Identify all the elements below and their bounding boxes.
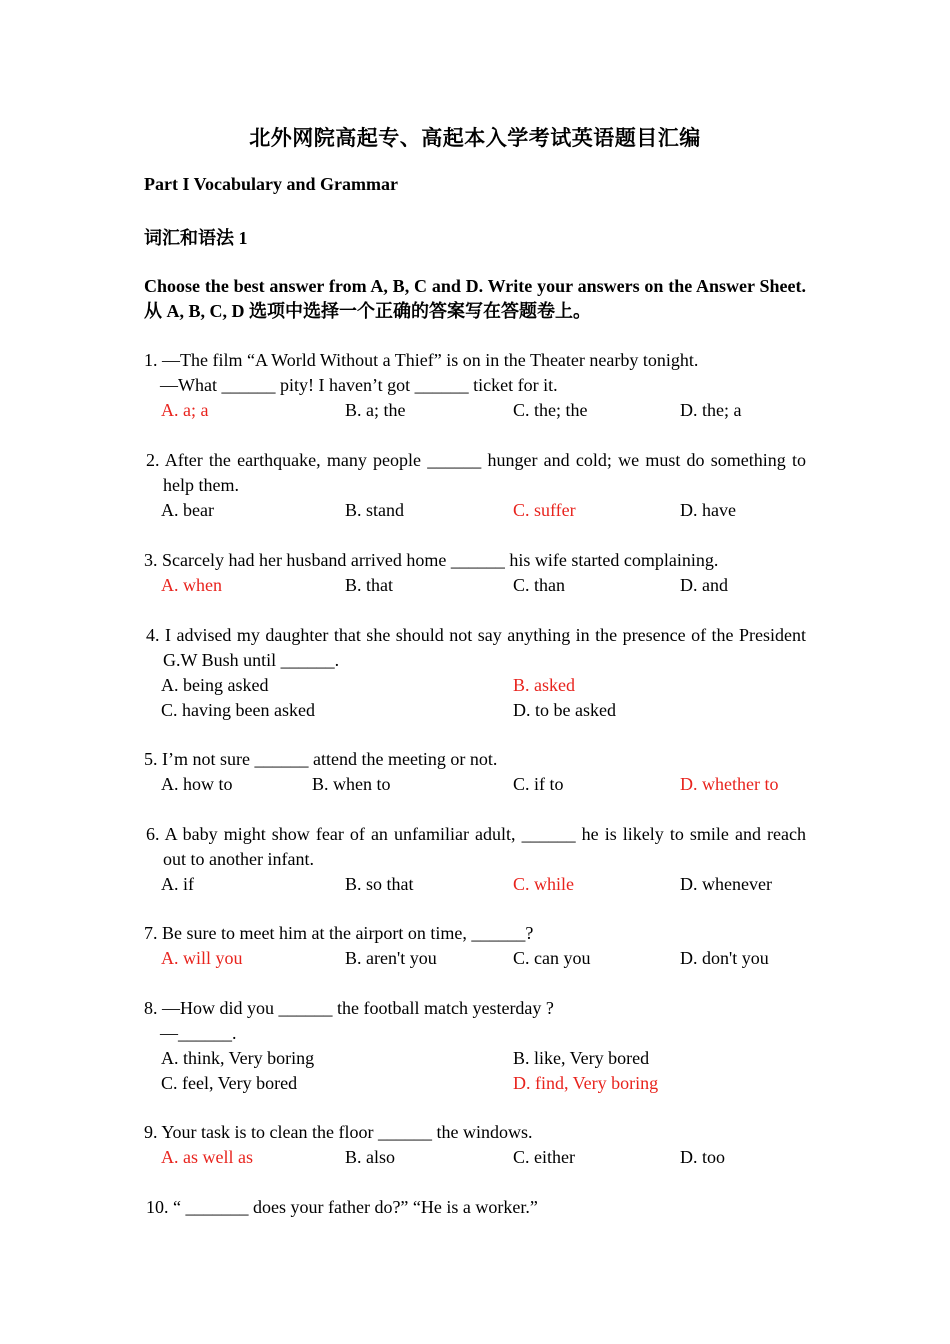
option-b: B. so that — [345, 874, 414, 894]
question-stem: 8. —How did you ______ the football match yesterday ? — [144, 998, 554, 1018]
question-stem: 1. —The film “A World Without a Thief” is on in the Theater nearby tonight. — [144, 350, 699, 370]
option-d: D. the; a — [680, 400, 742, 420]
option-b: B. when to — [312, 774, 391, 794]
instructions: Choose the best answer from A, B, C and D. Write your answers on the Answer Sheet. 从 A, B, C, D 选项中选择一个正确的答案写在答题卷上。 — [144, 276, 806, 321]
options-row — [144, 573, 806, 598]
options-row — [144, 398, 806, 423]
question-3 — [144, 548, 806, 598]
option-c: C. the; the — [513, 400, 588, 420]
question-10 — [146, 1195, 808, 1220]
question-4 — [144, 623, 806, 723]
option-a: A. a; a — [161, 400, 209, 420]
options-row — [144, 698, 806, 723]
option-d: D. to be asked — [513, 700, 616, 720]
option-d: D. and — [680, 575, 728, 595]
options-row — [144, 1145, 806, 1170]
option-c: C. suffer — [513, 500, 576, 520]
question-9 — [144, 1120, 806, 1170]
option-a: A. when — [161, 575, 222, 595]
option-a: A. think, Very boring — [161, 1048, 315, 1068]
option-b: B. like, Very bored — [513, 1048, 650, 1068]
option-a: A. if — [161, 874, 194, 894]
question-stem: 10. “ _______ does your father do?” “He is a worker.” — [146, 1197, 538, 1217]
question-stem: 7. Be sure to meet him at the airport on time, ______? — [144, 923, 534, 943]
question-1 — [144, 348, 806, 423]
question-line2: —What ______ pity! I haven’t got ______ ticket for it. — [160, 375, 558, 395]
question-8 — [144, 996, 806, 1096]
option-c: C. either — [513, 1147, 575, 1167]
option-c: C. than — [513, 575, 565, 595]
option-b: B. that — [345, 575, 393, 595]
page-title: 北外网院高起专、高起本入学考试英语题目汇编 — [249, 126, 701, 150]
options-row — [144, 673, 806, 698]
option-b: B. asked — [513, 675, 575, 695]
option-d: D. whenever — [680, 874, 772, 894]
options-row — [144, 1071, 806, 1096]
options-row — [144, 946, 806, 971]
option-d: D. too — [680, 1147, 725, 1167]
question-2 — [144, 448, 806, 523]
option-a: A. bear — [161, 500, 214, 520]
option-c: C. can you — [513, 948, 591, 968]
question-5 — [144, 747, 806, 797]
option-b: B. also — [345, 1147, 396, 1167]
option-b: B. stand — [345, 500, 405, 520]
option-c: C. having been asked — [161, 700, 315, 720]
option-c: C. if to — [513, 774, 564, 794]
options-row — [144, 1046, 806, 1071]
question-7 — [144, 921, 806, 971]
part-heading: Part I Vocabulary and Grammar — [144, 174, 398, 194]
option-d: D. whether to — [680, 774, 779, 794]
question-stem: 2. After the earthquake, many people ______ hunger and cold; we must do something to help them. — [146, 450, 806, 495]
question-stem: 6. A baby might show fear of an unfamiliar adult, ______ he is likely to smile and reach out to another infant. — [146, 824, 806, 869]
option-b: B. aren't you — [345, 948, 437, 968]
option-d: D. find, Very boring — [513, 1073, 659, 1093]
option-d: D. don't you — [680, 948, 769, 968]
question-stem: 5. I’m not sure ______ attend the meeting or not. — [144, 749, 498, 769]
question-stem: 4. I advised my daughter that she should not say anything in the presence of the President G.W Bush until ______. — [146, 625, 806, 670]
option-d: D. have — [680, 500, 736, 520]
question-stem: 9. Your task is to clean the floor ______ the windows. — [144, 1122, 533, 1142]
section-heading: 词汇和语法 1 — [144, 228, 248, 248]
options-row — [144, 872, 806, 897]
option-c: C. feel, Very bored — [161, 1073, 298, 1093]
option-b: B. a; the — [345, 400, 406, 420]
options-row — [144, 772, 806, 797]
options-row — [144, 498, 806, 523]
option-a: A. how to — [161, 774, 233, 794]
question-6 — [144, 822, 806, 897]
question-line2: —______. — [160, 1023, 237, 1043]
option-a: A. as well as — [161, 1147, 253, 1167]
option-c: C. while — [513, 874, 574, 894]
option-a: A. will you — [161, 948, 243, 968]
option-a: A. being asked — [161, 675, 269, 695]
question-stem: 3. Scarcely had her husband arrived home ______ his wife started complaining. — [144, 550, 719, 570]
